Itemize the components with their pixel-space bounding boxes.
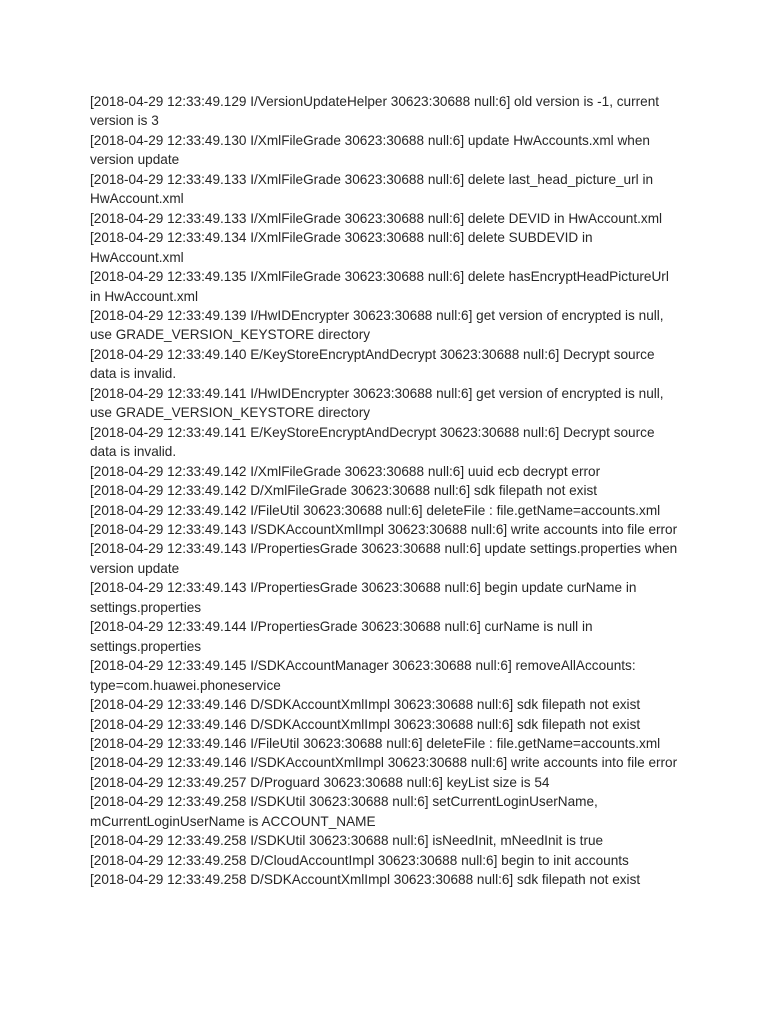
log-line: [2018-04-29 12:33:49.144 I/PropertiesGrade 30623:30688 null:6] curName is null in settings.properties	[90, 619, 593, 654]
log-line: [2018-04-29 12:33:49.146 D/SDKAccountXmlImpl 30623:30688 null:6] sdk filepath not exist	[90, 697, 641, 713]
log-line: [2018-04-29 12:33:49.258 D/SDKAccountXmlImpl 30623:30688 null:6] sdk filepath not exist	[90, 872, 641, 888]
log-line: [2018-04-29 12:33:49.146 I/FileUtil 30623:30688 null:6] deleteFile : file.getName=accounts.xml	[90, 735, 661, 751]
log-line: [2018-04-29 12:33:49.134 I/XmlFileGrade 30623:30688 null:6] delete SUBDEVID in HwAccount.xml	[90, 230, 593, 265]
log-line: [2018-04-29 12:33:49.139 I/HwIDEncrypter 30623:30688 null:6] get version of encrypted is null, use GRADE_VERSION_KEYSTORE directory	[90, 307, 664, 343]
log-line: [2018-04-29 12:33:49.135 I/XmlFileGrade 30623:30688 null:6] delete hasEncryptHeadPictureUrl in HwAccount.xml	[90, 269, 669, 304]
log-line: [2018-04-29 12:33:49.142 D/XmlFileGrade 30623:30688 null:6] sdk filepath not exist	[90, 483, 598, 499]
log-line: [2018-04-29 12:33:49.133 I/XmlFileGrade 30623:30688 null:6] delete last_head_picture_url in HwAccount.xml	[90, 171, 654, 207]
log-line: [2018-04-29 12:33:49.257 D/Proguard 30623:30688 null:6] keyList size is 54	[90, 774, 550, 790]
log-line: [2018-04-29 12:33:49.129 I/VersionUpdateHelper 30623:30688 null:6] old version is -1, current version is 3	[90, 94, 660, 129]
log-line: [2018-04-29 12:33:49.133 I/XmlFileGrade 30623:30688 null:6] delete DEVID in HwAccount.xml	[90, 210, 663, 226]
log-line: [2018-04-29 12:33:49.140 E/KeyStoreEncryptAndDecrypt 30623:30688 null:6] Decrypt source data is invalid.	[90, 346, 655, 382]
log-line: [2018-04-29 12:33:49.258 I/SDKUtil 30623:30688 null:6] isNeedInit, mNeedInit is true	[90, 833, 604, 849]
log-line: [2018-04-29 12:33:49.142 I/XmlFileGrade 30623:30688 null:6] uuid ecb decrypt error	[90, 463, 601, 479]
log-line: [2018-04-29 12:33:49.143 I/PropertiesGrade 30623:30688 null:6] update settings.properties when version update	[90, 541, 678, 576]
log-line: [2018-04-29 12:33:49.142 I/FileUtil 30623:30688 null:6] deleteFile : file.getName=accounts.xml	[90, 502, 661, 518]
log-line: [2018-04-29 12:33:49.143 I/SDKAccountXmlImpl 30623:30688 null:6] write accounts into file error	[90, 521, 678, 537]
log-line: [2018-04-29 12:33:49.146 I/SDKAccountXmlImpl 30623:30688 null:6] write accounts into file error	[90, 755, 678, 771]
log-line: [2018-04-29 12:33:49.141 E/KeyStoreEncryptAndDecrypt 30623:30688 null:6] Decrypt source data is invalid.	[90, 424, 655, 460]
log-document	[90, 92, 680, 890]
log-line: [2018-04-29 12:33:49.145 I/SDKAccountManager 30623:30688 null:6] removeAllAccounts: type=com.huawei.phoneservice	[90, 658, 636, 693]
log-line: [2018-04-29 12:33:49.258 I/SDKUtil 30623:30688 null:6] setCurrentLoginUserName, mCurrentLoginUserName is ACCOUNT_NAME	[90, 794, 598, 829]
log-line: [2018-04-29 12:33:49.143 I/PropertiesGrade 30623:30688 null:6] begin update curName in settings.properties	[90, 580, 637, 615]
log-line: [2018-04-29 12:33:49.258 D/CloudAccountImpl 30623:30688 null:6] begin to init accounts	[90, 852, 629, 868]
log-line: [2018-04-29 12:33:49.141 I/HwIDEncrypter 30623:30688 null:6] get version of encrypted is null, use GRADE_VERSION_KEYSTORE directory	[90, 385, 664, 421]
log-line: [2018-04-29 12:33:49.146 D/SDKAccountXmlImpl 30623:30688 null:6] sdk filepath not exist	[90, 716, 641, 732]
log-line: [2018-04-29 12:33:49.130 I/XmlFileGrade 30623:30688 null:6] update HwAccounts.xml when version update	[90, 132, 650, 168]
